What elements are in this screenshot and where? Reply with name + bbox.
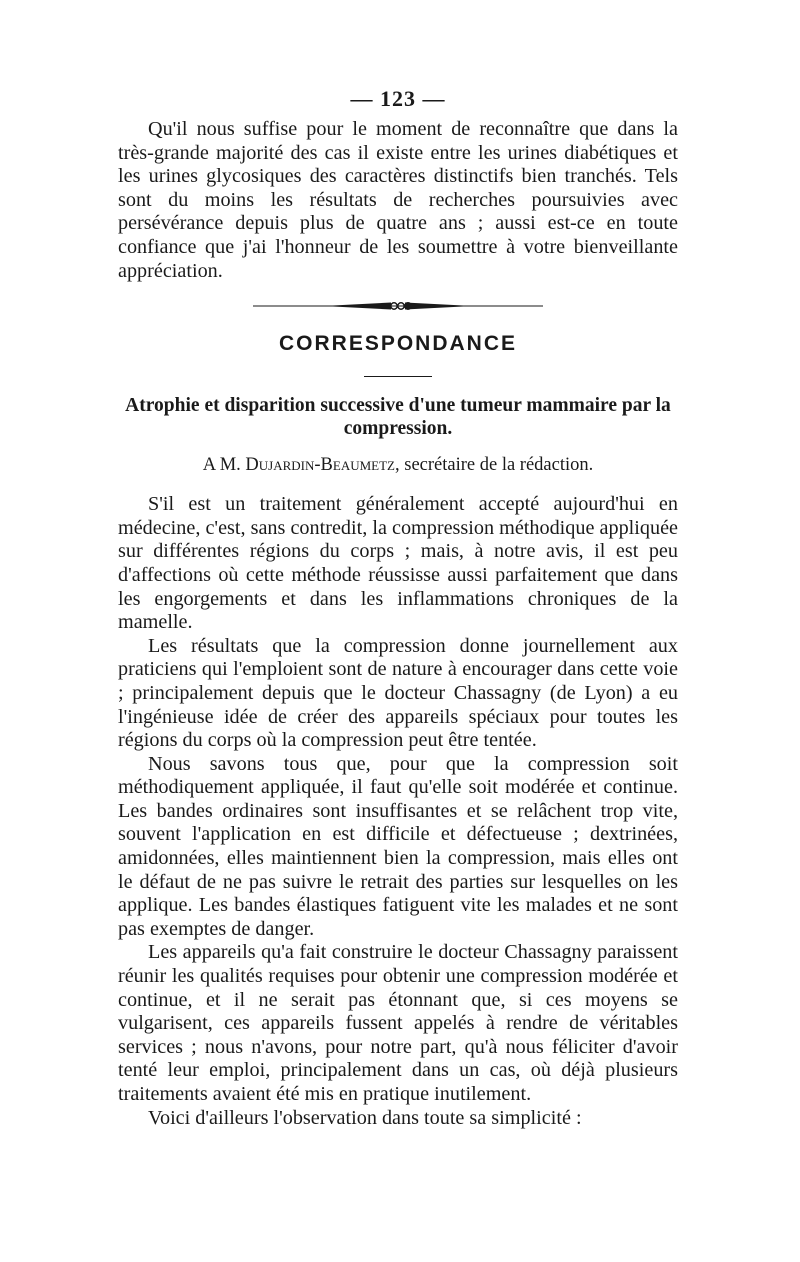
body-paragraph: Les appareils qu'a fait construire le docteur Chassagny paraissent réunir les qualités requises pour obtenir une compression modérée et continue, et il ne serait pas étonnant que, si ces moyens se vulgarisent, ces appareils fussent appelés à rendre de véritables services ; nous n'avons, pour notre part, qu'à nous féliciter d'avoir tenté leur emploi, principalement dans un cas, où déjà plusieurs traitements avaient été mis en pratique inutilement. <box>118 941 678 1105</box>
body-paragraph: Les résultats que la compression donne journellement aux praticiens qui l'emploient sont de nature à encourager dans cette voie ; principalement depuis que le docteur Chassagny (de Lyon) a eu l'ingénieuse idée de créer des appareils spéciaux pour toutes les régions du corps où la compression peut être tentée. <box>118 634 678 752</box>
addressee-prefix: A M. <box>202 455 241 476</box>
article-title: Atrophie et disparition successive d'une tumeur mammaire par la compression. <box>125 395 671 440</box>
addressee-role: secrétaire de la rédaction. <box>404 455 594 476</box>
section-title: CORRESPONDANCE <box>278 332 518 356</box>
title-rule <box>364 376 432 377</box>
article-body <box>118 493 678 1130</box>
body-paragraph: Nous savons tous que, pour que la compression soit méthodiquement appliquée, il faut qu'elle soit modérée et continue. Les bandes ordinaires sont insuffisantes et se relâchent trop vite, souvent l'application en est difficile et défectueuse ; dextrinées, amidonnées, elles maintiennent bien la compression, mais elles ont le défaut de ne pas suivre le retrait des parties sur lesquelles on les applique. Les bandes élastiques fatiguent vite les malades et ne sont pas exemptes de danger. <box>118 752 678 940</box>
document-page <box>118 86 678 1130</box>
addressee-name: Dujardin-Beaumetz, <box>245 455 400 476</box>
page-number: — 123 — <box>350 86 446 111</box>
ornament-divider-icon <box>253 295 543 317</box>
addressee-line <box>118 454 678 477</box>
body-paragraph: Voici d'ailleurs l'observation dans toute sa simplicité : <box>148 1106 582 1129</box>
body-paragraph: S'il est un traitement généralement accepté aujourd'hui en médecine, c'est, sans contredit, la compression méthodique appliquée sur différentes régions du corps ; mais, à notre avis, il est peu d'affections où cette méthode réussisse aussi parfaitement que dans les engorgements et dans les inflammations chroniques de la mamelle. <box>118 493 678 634</box>
intro-paragraph: Qu'il nous suffise pour le moment de reconnaître que dans la très-grande majorité des cas il existe entre les urines diabétiques et les urines glycosiques des caractères distinctifs bien tranchés. Tels sont du moins les résultats de recherches poursuivies avec persévérance depuis plus de quatre ans ; aussi est-ce en toute confiance que j'ai l'honneur de les soumettre à votre bienveillante appréciation. <box>118 118 678 282</box>
